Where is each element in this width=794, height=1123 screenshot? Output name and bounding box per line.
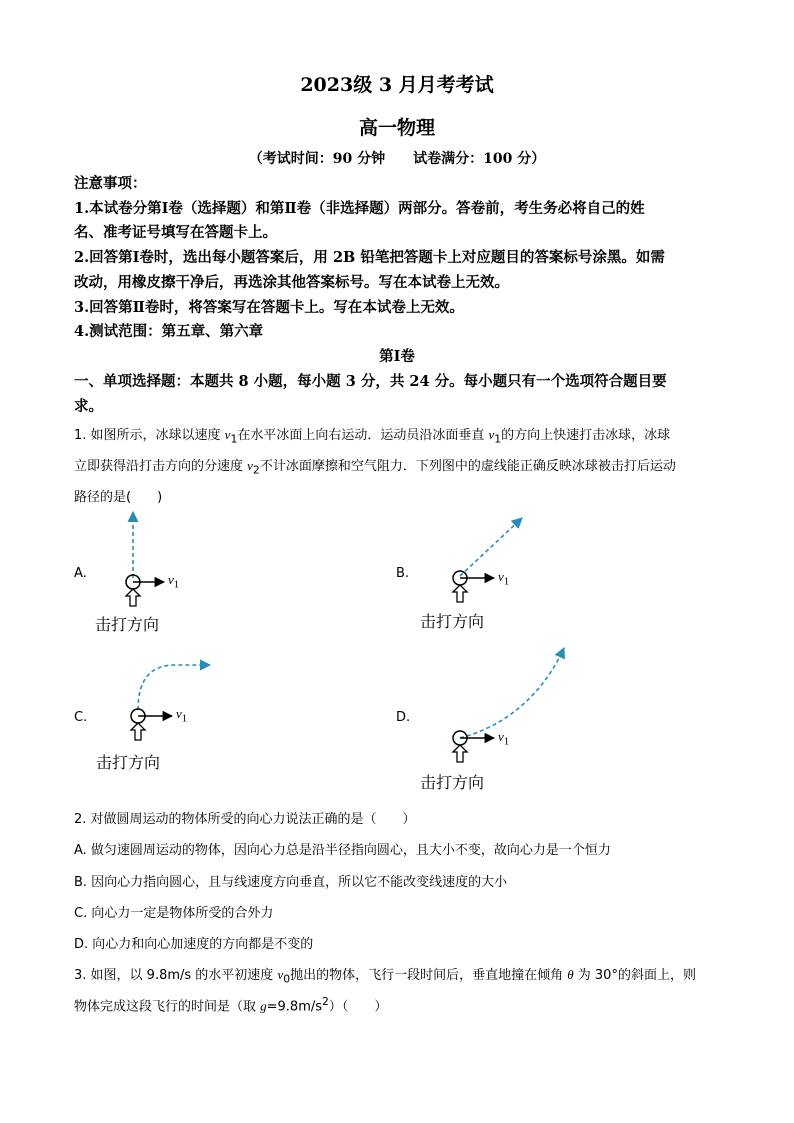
q2-option-d[interactable]: D. 向心力和向心加速度的方向都是不变的 [74, 937, 314, 952]
notes-heading: 注意事项： [74, 175, 147, 192]
option-b-diagram [453, 518, 522, 602]
q2-option-b[interactable]: B. 因向心力指向圆心，且与线速度方向垂直，所以它不能改变线速度的大小 [74, 875, 508, 890]
q1-stem-line-2: 立即获得沿打击方向的分速度 $v_2$不计冰面摩擦和空气阻力．下列图中的虚线能正确反映冰球被击打后运动 [74, 458, 676, 477]
option-c-caption: 击打方向 [96, 753, 161, 772]
q1-option-d-label[interactable]: D. [396, 710, 411, 725]
exam-info: （考试时间：90 分钟 试卷满分：100 分） [248, 151, 546, 167]
option-c-diagram [131, 665, 210, 740]
option-a-caption: 击打方向 [95, 615, 160, 634]
option-b-caption: 击打方向 [420, 612, 485, 631]
option-c-hit-arrow-icon [131, 723, 145, 740]
note-1-line-2: 名、准考证号填写在答题卡上。 [74, 224, 277, 241]
option-c-velocity-label: $v_1$ [176, 706, 188, 725]
q1-stem-line-3: 路径的是( ) [74, 490, 163, 505]
option-b-hit-arrow-icon [453, 585, 467, 602]
note-2-line-1: 2.回答第Ⅰ卷时，选出每小题答案后，用 2B 铅笔把答题卡上对应题目的答案标号涂黑。如需 [74, 249, 665, 266]
note-1-line-1: 1.本试卷分第Ⅰ卷（选择题）和第Ⅱ卷（非选择题）两部分。答卷前，考生务必将自己的姓 [74, 200, 645, 217]
section-heading-line-1: 一、单项选择题：本题共 8 小题，每小题 3 分，共 24 分。每小题只有一个选项符合题目要 [74, 373, 667, 390]
note-4: 4.测试范围：第五章、第六章 [74, 323, 264, 340]
q1-option-c-label[interactable]: C. [74, 710, 88, 725]
subject-title: 高一物理 [358, 117, 435, 139]
option-d-velocity-label: $v_1$ [498, 729, 510, 748]
option-d-hit-arrow-icon [453, 745, 467, 762]
q2-option-c[interactable]: C. 向心力一定是物体所受的合外力 [74, 906, 274, 921]
q3-stem-line-2: 物体完成这段飞行的时间是（取 $g=9.8m/s^2$）（ ） [74, 995, 388, 1015]
q1-option-b-label[interactable]: B. [396, 566, 410, 581]
option-a-diagram [126, 512, 164, 606]
note-3: 3.回答第Ⅱ卷时，将答案写在答题卡上。写在本试卷上无效。 [74, 299, 464, 316]
q1-option-a-label[interactable]: A. [74, 566, 87, 581]
q2-option-a[interactable]: A. 做匀速圆周运动的物体，因向心力总是沿半径指向圆心，且大小不变，故向心力是一个恒力 [74, 843, 611, 858]
note-2-line-2: 改动，用橡皮擦干净后，再选涂其他答案标号。写在本试卷上无效。 [74, 274, 509, 291]
option-a-hit-arrow-icon [126, 589, 140, 606]
option-c-path [138, 665, 210, 710]
exam-title: 2023级 3 月月考考试 [300, 74, 494, 96]
section-heading-line-2: 求。 [74, 398, 103, 415]
option-a-velocity-label: $v_1$ [168, 572, 180, 591]
q2-stem: 2. 对做圆周运动的物体所受的向心力说法正确的是（ ） [74, 812, 416, 827]
option-b-velocity-label: $v_1$ [498, 569, 510, 588]
option-b-path [460, 518, 522, 576]
q3-stem-line-1: 3. 如图，以 9.8m/s 的水平初速度 $v_0$抛出的物体，飞行一段时间后，垂直地撞在倾角 θ 为 30°的斜面上，则 [74, 967, 696, 986]
q1-stem-line-1: 1. 如图所示，冰球以速度 $v_1$在水平冰面上向右运动．运动员沿冰面垂直 $v_1$的方向上快速打击冰球，冰球 [74, 427, 671, 446]
option-d-caption: 击打方向 [420, 773, 485, 792]
option-d-path [460, 648, 564, 738]
volume-label: 第Ⅰ卷 [379, 348, 415, 365]
